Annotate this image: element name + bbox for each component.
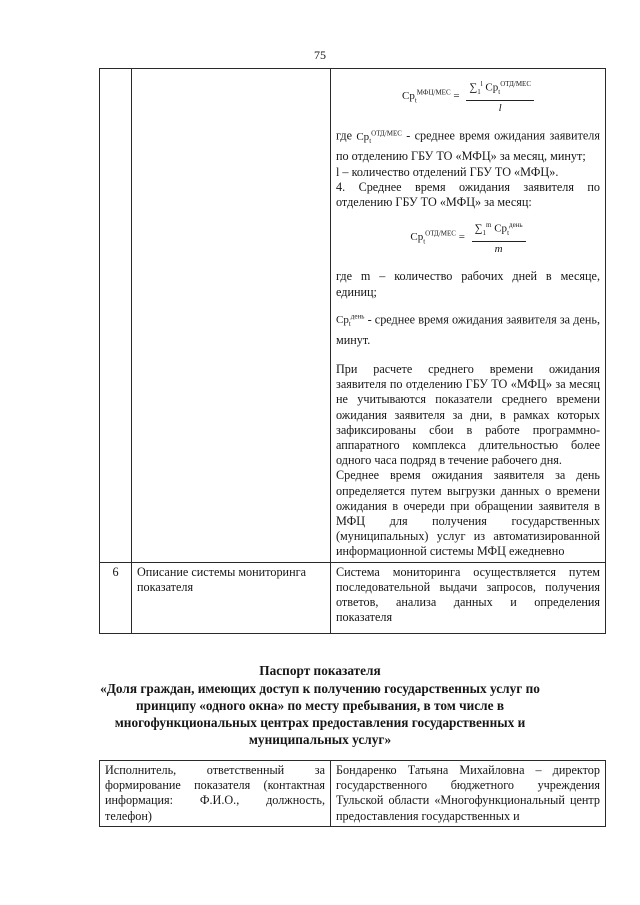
para-m-definition: где m – количество рабочих дней в месяце, единиц; [336, 269, 600, 299]
row-label: Описание системы мониторинга показателя [132, 562, 331, 634]
cell-empty-num [100, 69, 132, 563]
cell-empty-label [132, 69, 331, 563]
passport-table [99, 760, 606, 827]
indicator-table-continued [99, 68, 606, 634]
table-row-formulas [100, 69, 606, 563]
para-where-dept-month: где $Ср_t^{ОТД/МЕС}$ - среднее время ожидания заявителя по отделению ГБУ ТО «МФЦ» за месяц, минут; [336, 128, 600, 164]
table-row-6 [100, 562, 606, 634]
formula-dept-month: $Ср_t^{ОТД/МЕС}$ = $\frac{\sum_1^m Ср_t^{день}}{m}$ [336, 218, 600, 257]
formula-mfc-month: $Ср_t^{МФЦ/МЕС}$ = $\frac{\sum_1^l Ср_t^{ОТД/МЕС}}{l}$ [336, 77, 600, 116]
page-number: 75 [314, 48, 326, 62]
cell-formula-text [331, 69, 606, 563]
passport-title: Паспорт показателя [259, 663, 381, 678]
executor-label: Исполнитель, ответственный за формирование показателя (контактная информация: Ф.И.О., должность, телефон) [100, 761, 331, 827]
para-day-definition: $Ср_t^{день}$ - среднее время ожидания заявителя за день, минут. [336, 312, 600, 347]
row-number: 6 [100, 562, 132, 634]
table-row-executor [100, 761, 606, 827]
row-text: Система мониторинга осуществляется путем последовательной выдачи запросов, получения ответов, анализа данных и определения показателя [331, 562, 606, 634]
para-calc-note: При расчете среднего времени ожидания заявителя по отделению ГБУ ТО «МФЦ» за месяц не учитываются показатели среднего времени ожидания заявителя за дни, в рамках которых зафиксированы сбои в работе программно-аппаратного комплекса длительностью более одного часа подряд в течение рабочего дня. [336, 362, 600, 468]
para-daily-extraction: Среднее время ожидания заявителя за день определяется путем выгрузки данных о времени ожидания в очереди при обращении заявителя в МФЦ для получения государственных (муниципальных) услуг из автоматизированной информационной системы МФЦ ежедневно [336, 468, 600, 559]
executor-value: Бондаренко Татьяна Михайловна – директор государственного бюджетного учреждения Тульской области «Многофункциональный центр предоставления государственных и [331, 761, 606, 827]
para-item-4: 4. Среднее время ожидания заявителя по отделению ГБУ ТО «МФЦ» за месяц: [336, 179, 600, 209]
para-l-definition: l – количество отделений ГБУ ТО «МФЦ». [336, 164, 559, 179]
passport-subtitle: «Доля граждан, имеющих доступ к получению государственных услуг по принципу «одного окна» по месту пребывания, в том числе в многофункциональных центрах предоставления государственных и муниципальных услуг» [100, 681, 540, 747]
